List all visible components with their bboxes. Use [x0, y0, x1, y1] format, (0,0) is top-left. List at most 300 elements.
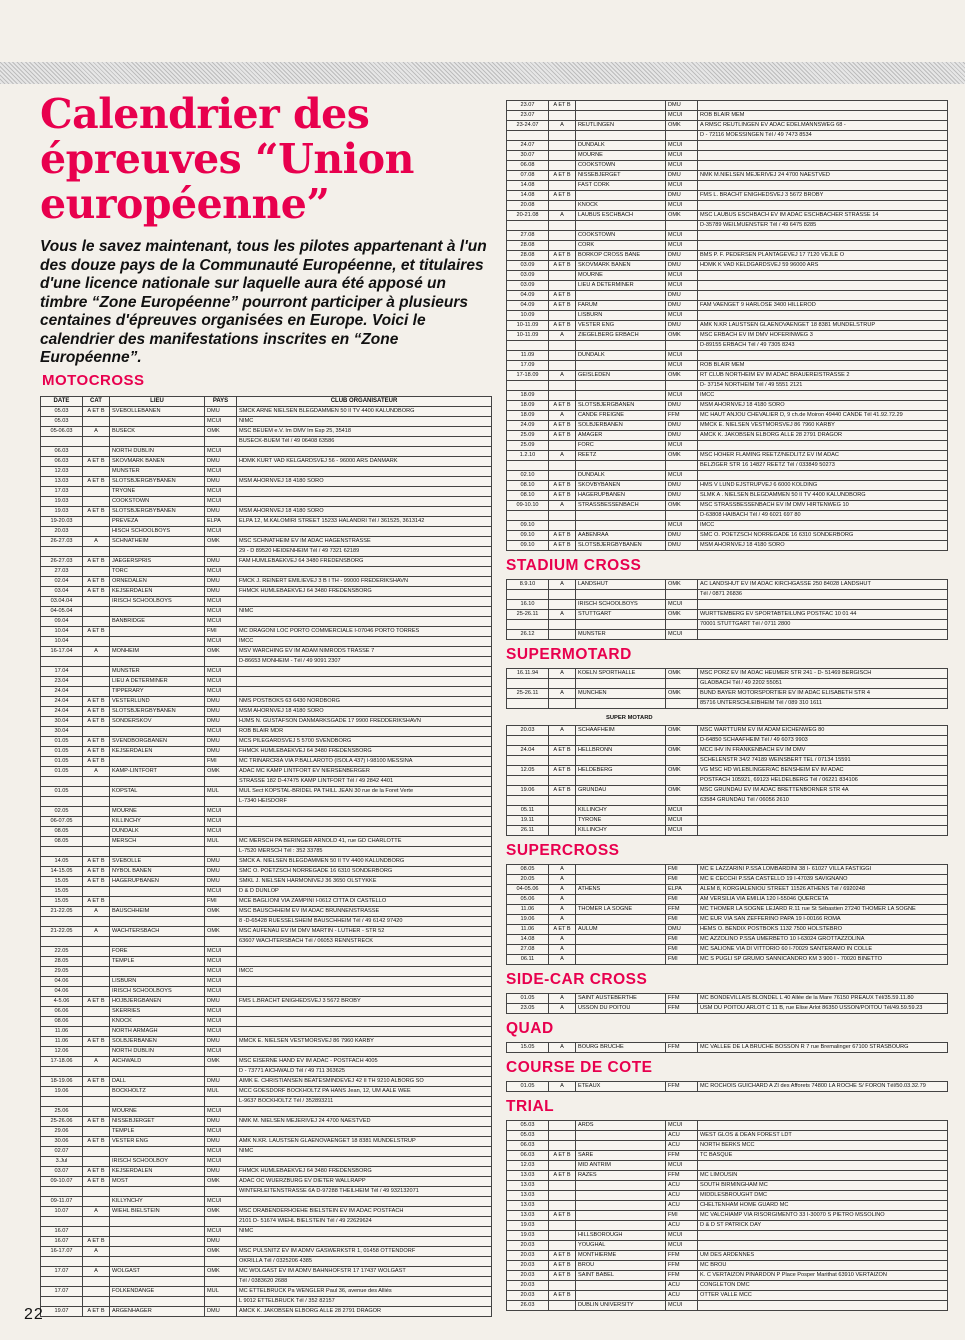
- cell-lieu: IRISCH SCHOOLBOYS: [110, 597, 205, 607]
- table-row: [41, 1297, 492, 1307]
- cell-pays: [205, 1277, 237, 1287]
- cell-date: 01.05: [41, 737, 83, 747]
- cell-lieu: BUSECK: [110, 427, 205, 437]
- cell-club: MSC BEUEM e.V. Im DMV Im Esp 25, 35418: [237, 427, 492, 437]
- cell-pays: MCUI: [666, 630, 698, 640]
- cell-date: 04-05.04: [41, 607, 83, 617]
- cell-lieu: [110, 897, 205, 907]
- cell-club: K. C VERTAIZON PINARDON P Place Posper Marithat 63910 VERTAIZON: [698, 1271, 948, 1281]
- cell-pays: DMU: [205, 877, 237, 887]
- cell-pays: ACU: [666, 1201, 698, 1211]
- cell-pays: FMI: [666, 865, 698, 875]
- cell-club: ROB BLAIR MEM: [698, 361, 948, 371]
- cell-lieu: DUNDALK: [576, 141, 666, 151]
- cell-date: 17-18.09: [507, 371, 549, 381]
- cell-date: 14.08: [507, 191, 549, 201]
- table-row: [507, 766, 948, 776]
- cell-cat: A: [83, 1267, 110, 1277]
- cell-club: NMK M. NIELSEN MEJERIVEJ 24 4700 NAESTVED: [237, 1117, 492, 1127]
- cell-lieu: [576, 620, 666, 630]
- cell-pays: OMK: [666, 501, 698, 511]
- cell-club: [698, 826, 948, 836]
- cell-club: MC DRAGONI LOC PORTO COMMERCIALE I-07046 PORTO TORRES: [237, 627, 492, 637]
- table-row: [507, 955, 948, 965]
- cell-date: 27.08: [507, 231, 549, 241]
- cell-date: 27.08: [507, 945, 549, 955]
- cell-lieu: SKOVMARK BANEN: [110, 457, 205, 467]
- table-row: [41, 707, 492, 717]
- cell-date: 12.03: [507, 1161, 549, 1171]
- cell-lieu: NORTH ARMAGH: [110, 1027, 205, 1037]
- cell-lieu: [576, 341, 666, 351]
- cell-date: 10.04: [41, 637, 83, 647]
- table-row: [41, 767, 492, 777]
- cell-club: MMCK E. NIELSEN VESTMORSVEJ 86 7960 KARBY: [237, 1037, 492, 1047]
- table-row: [41, 1017, 492, 1027]
- cell-club: FMCK J. REINERT EMILIEVEJ 3 B I TH - 99000 FREDERIKSHAVN: [237, 577, 492, 587]
- cell-cat: A ET B: [549, 766, 576, 776]
- cell-club: USM DU POITOU ARLOT C 11 B, rue Elise Arlot 86350 USSON/POITOU Tél/49.59.59.23: [698, 1004, 948, 1014]
- cell-cat: [83, 1007, 110, 1017]
- stadium-cross-rows: [507, 580, 948, 640]
- cell-cat: [83, 1027, 110, 1037]
- cell-pays: [205, 777, 237, 787]
- table-row: [507, 590, 948, 600]
- table-row: [507, 281, 948, 291]
- table-row: [507, 471, 948, 481]
- cell-club: MSC PORZ EV IM ADAC HEUMER STR 241 - D- 51469 BERGISCH: [698, 669, 948, 679]
- cell-cat: [83, 777, 110, 787]
- section-heading-quad: QUAD: [506, 1020, 554, 1037]
- table-row: [507, 111, 948, 121]
- cell-club: [237, 1007, 492, 1017]
- table-row: [507, 580, 948, 590]
- cell-date: 26-27.03: [41, 557, 83, 567]
- cell-club: L-7340 HEISDORF: [237, 797, 492, 807]
- cell-lieu: SLOTSBJERGBYBANEN: [110, 707, 205, 717]
- table-row: [507, 491, 948, 501]
- cell-club: HMS V LUND EJSTRUPVEJ 6 6000 KOLDING: [698, 481, 948, 491]
- cell-pays: OMK: [666, 689, 698, 699]
- cell-lieu: SOLBJERBANEN: [110, 1037, 205, 1047]
- cell-cat: [83, 1067, 110, 1077]
- header-cat: CAT: [83, 397, 110, 407]
- cell-cat: [549, 231, 576, 241]
- cell-pays: FFM: [666, 1151, 698, 1161]
- cell-club: MSC WARTTURM EV IM ADAM EICHENWEG 80: [698, 726, 948, 736]
- table-row: [507, 211, 948, 221]
- cell-pays: MCUI: [666, 311, 698, 321]
- cell-pays: OMK: [205, 1267, 237, 1277]
- cell-cat: A ET B: [83, 867, 110, 877]
- table-row: [41, 847, 492, 857]
- cell-lieu: WOLGAST: [110, 1267, 205, 1277]
- cell-pays: FMI: [666, 875, 698, 885]
- cell-club: [698, 1161, 948, 1171]
- cell-cat: [549, 161, 576, 171]
- cell-date: 11.06: [41, 1037, 83, 1047]
- cell-lieu: JAEGERSPRIS: [110, 557, 205, 567]
- cell-club: MSC DRABENDERHOEHE BIELSTEIN EV IM ADAC POSTFACH: [237, 1207, 492, 1217]
- cell-lieu: [576, 955, 666, 965]
- cell-lieu: KILLINCHY: [110, 817, 205, 827]
- cell-club: D & D DUNLOP: [237, 887, 492, 897]
- table-row: [41, 1197, 492, 1207]
- cell-lieu: SKERRIES: [110, 1007, 205, 1017]
- cell-cat: A: [549, 1043, 576, 1053]
- cell-date: [41, 1257, 83, 1267]
- cell-club: [237, 567, 492, 577]
- table-row: [41, 1177, 492, 1187]
- cell-date: 13.03: [41, 477, 83, 487]
- table-row: [41, 917, 492, 927]
- cell-cat: A: [549, 945, 576, 955]
- cell-pays: DMU: [666, 401, 698, 411]
- cell-club: [237, 1107, 492, 1117]
- cell-cat: A: [549, 501, 576, 511]
- cell-lieu: SVEBOLLE: [110, 857, 205, 867]
- cell-pays: MCUI: [666, 151, 698, 161]
- table-row: [507, 381, 948, 391]
- cell-date: 17.04: [41, 667, 83, 677]
- cell-date: 03.09: [507, 281, 549, 291]
- section-heading-trial: TRIAL: [506, 1098, 555, 1115]
- cell-date: 05.06: [507, 895, 549, 905]
- cell-lieu: THOMER LA SOGNE: [576, 905, 666, 915]
- table-row: [507, 1004, 948, 1014]
- cell-club: ADAC OC WUERZBURG EV DIETER WALLRAPP: [237, 1177, 492, 1187]
- table-row: [41, 1027, 492, 1037]
- cell-pays: FFM: [666, 994, 698, 1004]
- table-row: [41, 777, 492, 787]
- course-de-cote-rows: [507, 1082, 948, 1092]
- cell-pays: DMU: [205, 587, 237, 597]
- cell-pays: DMU: [205, 407, 237, 417]
- cell-cat: [549, 1221, 576, 1231]
- table-row: [507, 171, 948, 181]
- cell-lieu: [110, 917, 205, 927]
- cell-club: MC BROU: [698, 1261, 948, 1271]
- cell-cat: [549, 1201, 576, 1211]
- cell-club: [237, 1197, 492, 1207]
- cell-pays: OMK: [666, 580, 698, 590]
- cell-lieu: TYRONE: [576, 816, 666, 826]
- cell-lieu: SVEBOLLEBANEN: [110, 407, 205, 417]
- cell-lieu: [576, 111, 666, 121]
- cell-cat: A ET B: [83, 557, 110, 567]
- cell-lieu: NYBOL BANEN: [110, 867, 205, 877]
- cell-cat: A: [549, 875, 576, 885]
- cell-pays: MCUI: [666, 231, 698, 241]
- table-row: [41, 517, 492, 527]
- table-row: [507, 531, 948, 541]
- cell-pays: [205, 917, 237, 927]
- cell-lieu: SLOTSBJERGBYBANEN: [110, 507, 205, 517]
- cell-club: MC SALIONE VIA DI VITTORIO 60 I-70029 SANTERAMO IN COLLE: [698, 945, 948, 955]
- cell-cat: [83, 487, 110, 497]
- cell-club: 63607 WACHTERSBACH Tél / 06053 RENNSTRECK: [237, 937, 492, 947]
- cell-pays: MCUI: [666, 816, 698, 826]
- cell-date: 09.04: [41, 617, 83, 627]
- cell-date: 16.10: [507, 600, 549, 610]
- cell-club: SMC O. POETZSCH NORREGADE 16 6310 SONDERBORG: [698, 531, 948, 541]
- cell-lieu: BROU: [576, 1261, 666, 1271]
- cell-club: MUL Sect KOPSTAL-BRIDEL PA THILL JEAN 30 rue de la Foret Verte: [237, 787, 492, 797]
- cell-lieu: [110, 1297, 205, 1307]
- cell-lieu: [576, 461, 666, 471]
- table-row: [41, 887, 492, 897]
- cell-pays: [666, 756, 698, 766]
- cell-pays: DMU: [205, 1307, 237, 1317]
- cell-cat: [83, 597, 110, 607]
- table-row: [507, 521, 948, 531]
- cell-pays: MCUI: [205, 1227, 237, 1237]
- cell-cat: A: [83, 1207, 110, 1217]
- cell-pays: MCUI: [205, 617, 237, 627]
- cell-club: OKRILLA Tél / 0325206 4385: [237, 1257, 492, 1267]
- cell-lieu: [576, 1181, 666, 1191]
- cell-pays: MUL: [205, 837, 237, 847]
- cell-pays: FFM: [666, 1251, 698, 1261]
- cell-pays: [205, 1097, 237, 1107]
- cell-pays: DMU: [205, 747, 237, 757]
- cell-date: 30.06: [41, 1137, 83, 1147]
- table-row: [41, 547, 492, 557]
- cell-club: FHMCK HUMLEBAEKVEJ 64 3480 FREDENSBORG: [237, 1167, 492, 1177]
- cell-lieu: KEJSERDALEN: [110, 1167, 205, 1177]
- quad-table: [506, 1042, 948, 1053]
- supercross-rows: [507, 865, 948, 965]
- cell-pays: MCUI: [205, 1197, 237, 1207]
- cell-date: 05-06.03: [41, 427, 83, 437]
- cell-lieu: [110, 777, 205, 787]
- cell-club: MC LIMOUSIN: [698, 1171, 948, 1181]
- cell-cat: [83, 967, 110, 977]
- table-row: [41, 957, 492, 967]
- cell-cat: [83, 1187, 110, 1197]
- cell-pays: MCUI: [666, 1301, 698, 1311]
- cell-pays: DMU: [205, 457, 237, 467]
- cell-pays: DMU: [205, 1137, 237, 1147]
- cell-lieu: [576, 381, 666, 391]
- cell-date: 05.03: [507, 1121, 549, 1131]
- section-heading-motocross: MOTOCROSS: [42, 372, 145, 389]
- cell-lieu: [576, 679, 666, 689]
- cell-club: ELPA 12, M.KALOMIRI STREET 15233 HALANDRI Tél / 361525, 3613142: [237, 517, 492, 527]
- cell-club: CONGLETON DMC: [698, 1281, 948, 1291]
- cell-date: 19.06: [507, 915, 549, 925]
- cell-club: MC S PUGLI SP GRUMO SANNICANDRO KM 3 900 I - 70020 BINETTO: [698, 955, 948, 965]
- cell-pays: FFM: [666, 905, 698, 915]
- cell-club: [237, 597, 492, 607]
- cell-cat: [549, 511, 576, 521]
- cell-pays: [205, 547, 237, 557]
- cell-date: [41, 1297, 83, 1307]
- cell-pays: ACU: [666, 1221, 698, 1231]
- cell-lieu: [576, 1201, 666, 1211]
- cell-lieu: SLOTSBJERGBYBANEN: [110, 477, 205, 487]
- cell-cat: [549, 111, 576, 121]
- cell-cat: [549, 131, 576, 141]
- cell-lieu: LISBURN: [576, 311, 666, 321]
- cell-club: [237, 1047, 492, 1057]
- table-row: [507, 1221, 948, 1231]
- cell-pays: [666, 796, 698, 806]
- cell-date: 02.04: [41, 577, 83, 587]
- cell-pays: MCUI: [666, 351, 698, 361]
- cell-lieu: KNOCK: [576, 201, 666, 211]
- cell-cat: A: [549, 689, 576, 699]
- cell-pays: DMU: [205, 717, 237, 727]
- cell-lieu: ARDS: [576, 1121, 666, 1131]
- cell-club: MC MERSCH PA BERINGER ARNOLD 41, rue GD CHARLOTTE: [237, 837, 492, 847]
- table-row: [507, 461, 948, 471]
- cell-lieu: IRISCH SCHOOLBOYS: [110, 987, 205, 997]
- cell-lieu: [576, 1211, 666, 1221]
- cell-cat: [83, 1227, 110, 1237]
- cell-date: 25.06: [41, 1107, 83, 1117]
- cell-pays: MCUI: [205, 527, 237, 537]
- cell-cat: A ET B: [83, 587, 110, 597]
- table-row: [41, 567, 492, 577]
- cell-pays: MCUI: [666, 1241, 698, 1251]
- cell-club: FMS L. BRACHT ENIGHEDSVEJ 3 5672 BROBY: [698, 191, 948, 201]
- cell-pays: MCUI: [666, 201, 698, 211]
- cell-lieu: MONTHIERME: [576, 1251, 666, 1261]
- table-row: [41, 677, 492, 687]
- cell-club: [698, 630, 948, 640]
- cell-pays: MCUI: [666, 471, 698, 481]
- table-row: [41, 627, 492, 637]
- table-row: [41, 587, 492, 597]
- table-row: [507, 620, 948, 630]
- table-row: [507, 945, 948, 955]
- table-row: [41, 1067, 492, 1077]
- cell-cat: A ET B: [83, 857, 110, 867]
- cell-date: 10-11.09: [507, 321, 549, 331]
- cell-date: 27.03: [41, 567, 83, 577]
- cell-club: MC E CECCHI P.SSA CASTELLO 19 I-47039 SAVIGNANO: [698, 875, 948, 885]
- cell-pays: MCUI: [666, 1231, 698, 1241]
- cell-cat: [83, 617, 110, 627]
- cell-date: 06.03: [41, 447, 83, 457]
- cell-cat: [549, 806, 576, 816]
- table-row: [41, 727, 492, 737]
- cell-cat: A ET B: [549, 401, 576, 411]
- table-row: [507, 1151, 948, 1161]
- cell-club: WURTTEMBERG EV SPORTABTEILUNG POSTFAC 10 01 44: [698, 610, 948, 620]
- table-row: [41, 407, 492, 417]
- table-row: [507, 885, 948, 895]
- cell-date: 28.05: [41, 957, 83, 967]
- cell-pays: [666, 620, 698, 630]
- cell-cat: A ET B: [549, 1261, 576, 1271]
- cell-pays: [205, 437, 237, 447]
- cell-cat: [549, 281, 576, 291]
- cell-date: 04.06: [41, 987, 83, 997]
- cell-lieu: COOKSTOWN: [110, 497, 205, 507]
- cell-pays: MCUI: [205, 817, 237, 827]
- cell-pays: MCUI: [666, 826, 698, 836]
- cell-lieu: BOURG BRUCHE: [576, 1043, 666, 1053]
- table-row: [507, 221, 948, 231]
- cell-club: MSV WARCHING EV IM ADAM NIMRODS TRASSE 7: [237, 647, 492, 657]
- cell-pays: FFM: [666, 1261, 698, 1271]
- cell-club: MC EUR VIA SAN ZEFFERINO PAPA 19 I-00166 ROMA: [698, 915, 948, 925]
- cell-date: 01.05: [507, 1082, 549, 1092]
- cell-club: [237, 827, 492, 837]
- cell-date: [41, 1097, 83, 1107]
- cell-pays: [205, 797, 237, 807]
- cell-lieu: HAGERUPBANEN: [110, 877, 205, 887]
- cell-lieu: SKOVMARK BANEN: [576, 261, 666, 271]
- cell-cat: A: [549, 451, 576, 461]
- cell-pays: DMU: [205, 577, 237, 587]
- cell-cat: A ET B: [83, 1177, 110, 1187]
- cell-cat: A: [549, 371, 576, 381]
- cell-pays: MCUI: [666, 441, 698, 451]
- cell-lieu: [110, 797, 205, 807]
- table-row: [507, 1281, 948, 1291]
- cell-cat: A ET B: [83, 877, 110, 887]
- cell-club: ADAC MC KAMP LINTFORT EV NIERSENBERGER: [237, 767, 492, 777]
- cell-cat: A ET B: [549, 321, 576, 331]
- cell-pays: MCUI: [205, 497, 237, 507]
- cell-pays: DMU: [666, 291, 698, 301]
- cell-club: SCHELENSTR 34/2 74189 WEINSBERT TEL / 07134 15591: [698, 756, 948, 766]
- cell-club: CHELTENHAM HOME GUARD MC: [698, 1201, 948, 1211]
- cell-date: 03.07: [41, 1167, 83, 1177]
- cell-club: MSM AHORNVEJ 18 4180 SORO: [237, 507, 492, 517]
- cell-club: Tél / 0383620 2688: [237, 1277, 492, 1287]
- side-car-cross-rows: [507, 994, 948, 1014]
- cell-lieu: [576, 756, 666, 766]
- cell-lieu: MOURNE: [576, 151, 666, 161]
- cell-pays: DMU: [666, 541, 698, 551]
- cell-date: 30.07: [507, 151, 549, 161]
- cell-pays: ELPA: [205, 517, 237, 527]
- cell-date: [507, 221, 549, 231]
- cell-pays: DMU: [205, 1037, 237, 1047]
- cell-club: MSM AHORNVEJ 18 4180 SORO: [698, 401, 948, 411]
- table-row: [507, 251, 948, 261]
- cell-club: IMCC: [698, 521, 948, 531]
- cell-cat: A ET B: [83, 1237, 110, 1247]
- cell-lieu: [576, 391, 666, 401]
- cell-cat: A ET B: [549, 261, 576, 271]
- cell-cat: [549, 1121, 576, 1131]
- cell-date: 24.04: [41, 687, 83, 697]
- cell-cat: [549, 679, 576, 689]
- cell-lieu: [576, 101, 666, 111]
- cell-date: 28.08: [507, 251, 549, 261]
- cell-cat: A ET B: [549, 1211, 576, 1221]
- cell-pays: MCUI: [205, 1107, 237, 1117]
- table-row: [41, 1057, 492, 1067]
- cell-cat: [83, 667, 110, 677]
- cell-club: [698, 1241, 948, 1251]
- cell-date: 08.10: [507, 481, 549, 491]
- cell-pays: OMK: [666, 669, 698, 679]
- cell-club: SMKL J. NIELSEN HARMONIVEJ 36 3650 OLSTYKKE: [237, 877, 492, 887]
- cell-club: [698, 351, 948, 361]
- cell-date: 07.08: [507, 171, 549, 181]
- cell-lieu: [110, 637, 205, 647]
- cell-lieu: ORNEDALEN: [110, 577, 205, 587]
- cell-date: 10.07: [41, 1207, 83, 1217]
- cell-cat: A ET B: [83, 1137, 110, 1147]
- cell-club: [237, 1127, 492, 1137]
